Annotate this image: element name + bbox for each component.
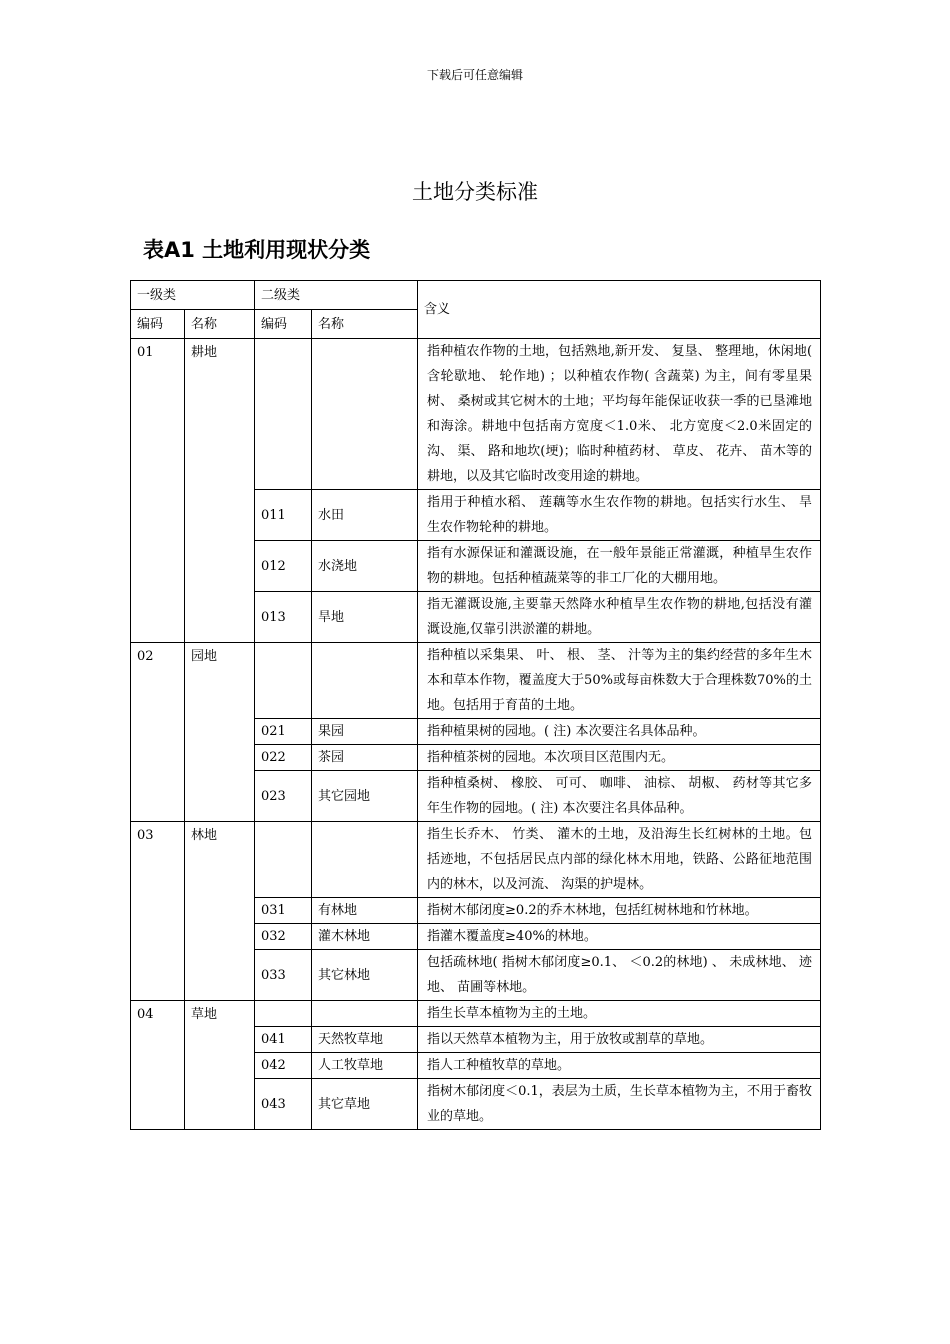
level2-code: 012 [255,541,312,592]
level2-code: 031 [255,898,312,924]
meaning-cell: 指人工种植牧草的草地。 [418,1053,821,1079]
meaning-cell: 指生长乔木、 竹类、 灌木的土地，及沿海生长红树林的土地。包括迹地，不包括居民点内部的绿化林木用地，铁路、公路征地范围内的林木，以及河流、 沟渠的护堤林。 [418,822,821,898]
table-row [131,822,821,898]
meaning-cell: 指有水源保证和灌溉设施，在一般年景能正常灌溉，种植旱生农作物的耕地。包括种植蔬菜等的非工厂化的大棚用地。 [418,541,821,592]
level2-code: 032 [255,924,312,950]
level2-code: 011 [255,490,312,541]
header-row-1 [131,281,821,310]
meaning-cell: 指以天然草本植物为主，用于放牧或割草的草地。 [418,1027,821,1053]
level2-name [312,643,418,719]
level2-code: 021 [255,719,312,745]
level2-name: 其它园地 [312,771,418,822]
meaning-cell: 包括疏林地( 指树木郁闭度≥0.1、 ＜0.2的林地) 、 未成林地、 迹地、 苗圃等林地。 [418,950,821,1001]
level1-code: 04 [131,1001,185,1130]
table-row [131,339,821,490]
level1-code: 01 [131,339,185,643]
meaning-cell: 指种植桑树、 橡胶、 可可、 咖啡、 油棕、 胡椒、 药材等其它多年生作物的园地。( 注) 本次要注名具体品种。 [418,771,821,822]
meaning-header: 含义 [418,281,821,339]
level2-name: 其它林地 [312,950,418,1001]
meaning-cell: 指种植农作物的土地，包括熟地,新开发、 复垦、 整理地，休闲地( 含轮歇地、 轮作地) ；以种植农作物( 含蔬菜) 为主，间有零星果树、 桑树或其它树木的土地；平均每年能保证收获一季的已垦滩地和海涂。耕地中包括南方宽度＜1.0米、 北方宽度＜2.0米固定的沟、 渠、 路和地坎(埂)；临时种植药材、 草皮、 花卉、 苗木等的耕地，以及其它临时改变用途的耕地。 [418,339,821,490]
level1-name: 耕地 [185,339,255,643]
level2-name [312,822,418,898]
meaning-cell: 指种植果树的园地。( 注) 本次要注名具体品种。 [418,719,821,745]
level2-name: 旱地 [312,592,418,643]
land-classification-table [130,280,821,1130]
level2-name: 其它草地 [312,1079,418,1130]
meaning-cell: 指灌木覆盖度≥40%的林地。 [418,924,821,950]
level2-name: 人工牧草地 [312,1053,418,1079]
level2-code: 042 [255,1053,312,1079]
level1-name: 园地 [185,643,255,822]
level2-code: 013 [255,592,312,643]
level2-name [312,339,418,490]
level1-name-header: 名称 [185,310,255,339]
meaning-cell: 指种植以采集果、 叶、 根、 茎、 汁等为主的集约经营的多年生木本和草本作物，覆盖度大于50%或每亩株数大于合理株数70%的土地。包括用于育苗的土地。 [418,643,821,719]
level2-code: 033 [255,950,312,1001]
level2-name: 水田 [312,490,418,541]
table-row [131,643,821,719]
level2-code: 023 [255,771,312,822]
level2-name: 水浇地 [312,541,418,592]
level2-code [255,1001,312,1027]
level2-name-header: 名称 [312,310,418,339]
level2-name: 茶园 [312,745,418,771]
header-note: 下载后可任意编辑 [426,68,523,82]
level2-code: 022 [255,745,312,771]
level2-name: 天然牧草地 [312,1027,418,1053]
meaning-cell: 指无灌溉设施,主要靠天然降水种植旱生农作物的耕地,包括没有灌溉设施,仅靠引洪淤灌的耕地。 [418,592,821,643]
level1-name: 林地 [185,822,255,1001]
level2-header: 二级类 [255,281,418,310]
level2-name: 灌木林地 [312,924,418,950]
level1-code: 02 [131,643,185,822]
table-row [131,1001,821,1027]
level2-name [312,1001,418,1027]
table-title: 表A1 土地利用现状分类 [143,238,371,262]
level2-name: 果园 [312,719,418,745]
meaning-cell: 指树木郁闭度≥0.2的乔木林地，包括红树林地和竹林地。 [418,898,821,924]
meaning-cell: 指用于种植水稻、 莲藕等水生农作物的耕地。包括实行水生、 旱生农作物轮种的耕地。 [418,490,821,541]
level2-code: 043 [255,1079,312,1130]
meaning-cell: 指种植茶树的园地。本次项目区范围内无。 [418,745,821,771]
document-title: 土地分类标准 [412,180,538,204]
level1-code: 03 [131,822,185,1001]
level2-code [255,339,312,490]
meaning-cell: 指生长草本植物为主的土地。 [418,1001,821,1027]
level2-code-header: 编码 [255,310,312,339]
level2-code [255,822,312,898]
level1-header: 一级类 [131,281,255,310]
level2-name: 有林地 [312,898,418,924]
meaning-cell: 指树木郁闭度＜0.1，表层为土质，生长草本植物为主，不用于畜牧业的草地。 [418,1079,821,1130]
level2-code [255,643,312,719]
level1-name: 草地 [185,1001,255,1130]
level2-code: 041 [255,1027,312,1053]
level1-code-header: 编码 [131,310,185,339]
